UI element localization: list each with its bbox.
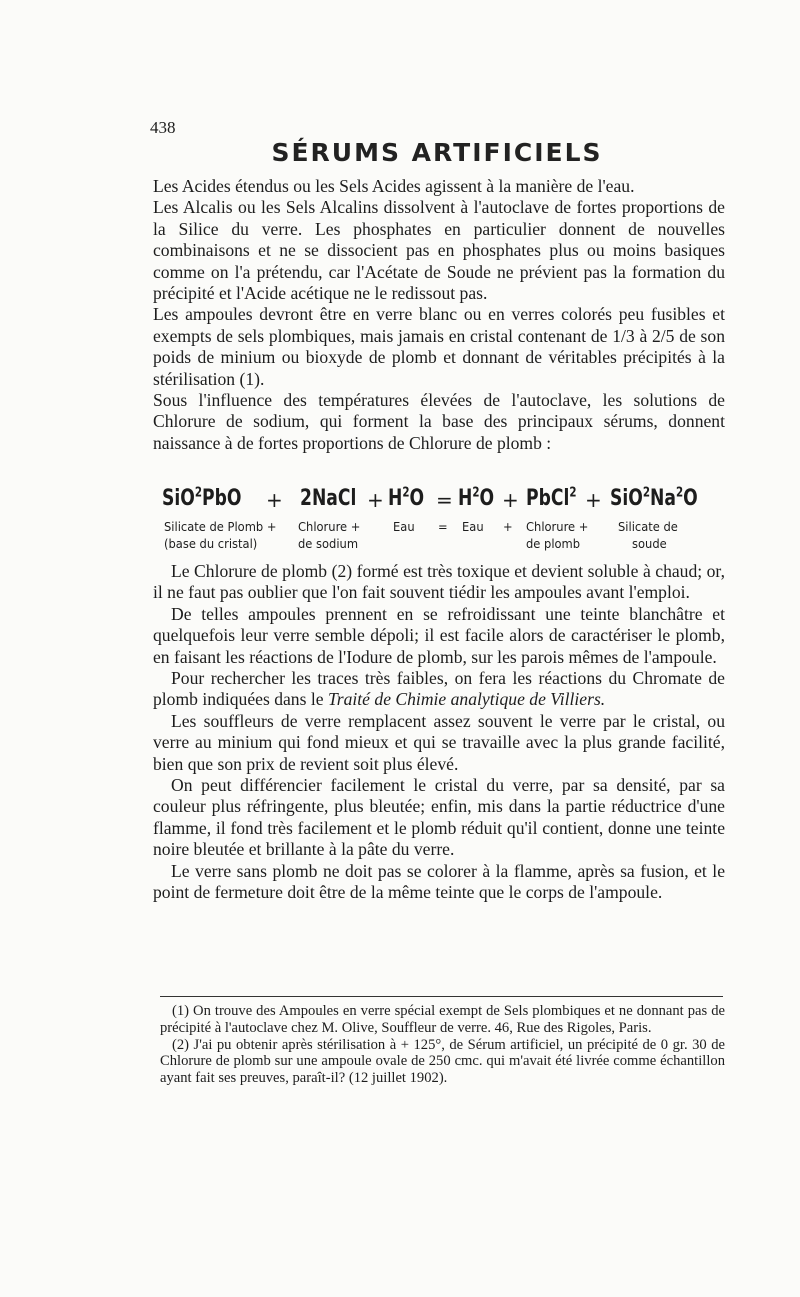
eq-text: O	[409, 486, 425, 511]
plus-sign: +	[502, 488, 519, 512]
equation-labels	[160, 518, 720, 554]
eq-sup: 2	[472, 485, 480, 501]
paragraph: Le Chlorure de plomb (2) formé est très toxique et devient soluble à chaud; or, il ne faut pas oublier que l'on fait souvent tiédir les ampoules avant l'emploi.	[153, 561, 725, 603]
term-water	[458, 486, 494, 511]
term-silicate-soude	[610, 486, 698, 511]
plus-sign: +	[585, 488, 602, 512]
label-de-plomb: de plomb	[526, 536, 581, 551]
footnote: (2) J'ai pu obtenir après stérilisation à + 125°, de Sérum artificiel, un précipité de 0 gr. 30 de Chlorure de plomb sur une ampoule ovale de 250 cmc. qui m'avait été livrée comme échantillon ayant fait ses preuves, paraît-il? (12 juillet 1902).	[160, 1036, 725, 1087]
paragraph: Les souffleurs de verre remplacent assez souvent le verre par le cristal, ou verre au minium qui fond mieux et qui se travaille avec la plus grande facilité, bien que son prix de revient soit plus élevé.	[153, 710, 725, 774]
term-water	[388, 486, 424, 511]
label-equals: =	[438, 519, 448, 534]
book-title: Traité de Chimie analytique de Villiers.	[327, 689, 606, 710]
paragraph: Les Acides étendus ou les Sels Acides agissent à la manière de l'eau.	[153, 176, 635, 196]
body-text-lower	[153, 561, 725, 904]
term-silicate-plomb	[162, 486, 241, 511]
eq-text: SiO	[610, 486, 643, 511]
label-plus: +	[503, 519, 513, 534]
eq-sup: 2	[675, 485, 684, 501]
label-silicate-de: Silicate de	[618, 519, 678, 534]
label-chlorure: Chlorure +	[298, 519, 361, 534]
label-chlorure: Chlorure +	[526, 519, 589, 534]
paragraph: Sous l'influence des températures élevées de l'autoclave, les solutions de Chlorure de sodium, qui forment la base des principaux sérums, donnent naissance à de fortes proportions de Chlorure de plomb :	[153, 390, 725, 453]
eq-sup: 2	[194, 485, 202, 501]
footnote: (1) On trouve des Ampoules en verre spécial exempt de Sels plombiques et ne donnant pas de précipité à l'autoclave chez M. Olive, Souffleur de verre. 46, Rue des Rigoles, Paris.	[160, 1003, 725, 1036]
label-eau: Eau	[462, 519, 484, 534]
equals-sign: =	[436, 488, 453, 512]
paragraph: Le verre sans plomb ne doit pas se colorer à la flamme, après sa fusion, et le point de fermeture doit être de la même teinte que le corps de l'ampoule.	[153, 860, 725, 903]
body-text-upper	[153, 176, 725, 454]
eq-sup: 2	[402, 485, 410, 501]
paragraph: De telles ampoules prennent en se refroidissant une teinte blanchâtre et quelquefois leur verre semble dépoli; il est facile alors de caractériser le plomb, en faisant les réactions de l'Iodure de plomb, sur les parois mêmes de l'ampoule.	[153, 603, 725, 667]
label-base-cristal: (base du cristal)	[164, 536, 258, 551]
footnotes	[160, 1003, 725, 1087]
eq-text: O	[479, 486, 495, 511]
page-number: 438	[150, 118, 176, 137]
term-pbcl	[526, 486, 577, 511]
paragraph: Les Alcalis ou les Sels Alcalins dissolvent à l'autoclave de fortes proportions de la Silice du verre. Les phosphates en particulier donnent de nouvelles combinaisons et ne se dissocient pas en phosphates plus ou moins basiques comme on l'a prétendu, car l'Acétate de Soude ne prévient pas la formation du précipité et l'Acide acétique ne le redissout pas.	[153, 197, 725, 304]
paragraph: On peut différencier facilement le cristal du verre, par sa densité, par sa couleur plus réfringente, plus bleutée; enfin, mis dans la partie réductrice d'une flamme, il fond très facilement et le plomb réduit qu'il contient, donne une teinte noire bleutée et brillante à la pâte du verre.	[153, 775, 725, 860]
equation-formula	[160, 486, 720, 518]
eq-text: SiO	[162, 486, 195, 511]
plus-sign: +	[266, 488, 283, 512]
eq-sup: 2	[642, 485, 650, 501]
term-nacl: 2NaCl	[300, 486, 357, 511]
paragraph: Les ampoules devront être en verre blanc ou en verres colorés peu fusibles et exempts de sels plombiques, mais jamais en cristal contenant de 1/3 à 2/5 de son poids de minium ou bioxyde de plomb et donnant de véritables précipités à la stérilisation (1).	[153, 304, 725, 389]
eq-text: PbCl	[526, 486, 570, 511]
label-silicate-plomb: Silicate de Plomb +	[164, 519, 277, 534]
eq-text: H	[458, 486, 473, 511]
footnote-divider	[160, 996, 723, 997]
label-soude: soude	[632, 536, 667, 551]
plus-sign: +	[367, 488, 384, 512]
page-title: SÉRUMS ARTIFICIELS	[271, 138, 603, 167]
eq-text: PbO	[201, 486, 242, 511]
chemical-equation	[160, 486, 720, 554]
paragraph	[153, 668, 725, 711]
label-eau: Eau	[393, 519, 415, 534]
label-de-sodium: de sodium	[298, 536, 359, 551]
eq-text: O	[683, 486, 698, 511]
eq-text: Na	[649, 486, 676, 511]
paragraph-text: Pour rechercher les traces très faibles, on fera les réactions du Chromate de plomb indiquées dans le	[153, 668, 725, 710]
eq-text: H	[388, 486, 403, 511]
eq-sup: 2	[569, 485, 577, 501]
